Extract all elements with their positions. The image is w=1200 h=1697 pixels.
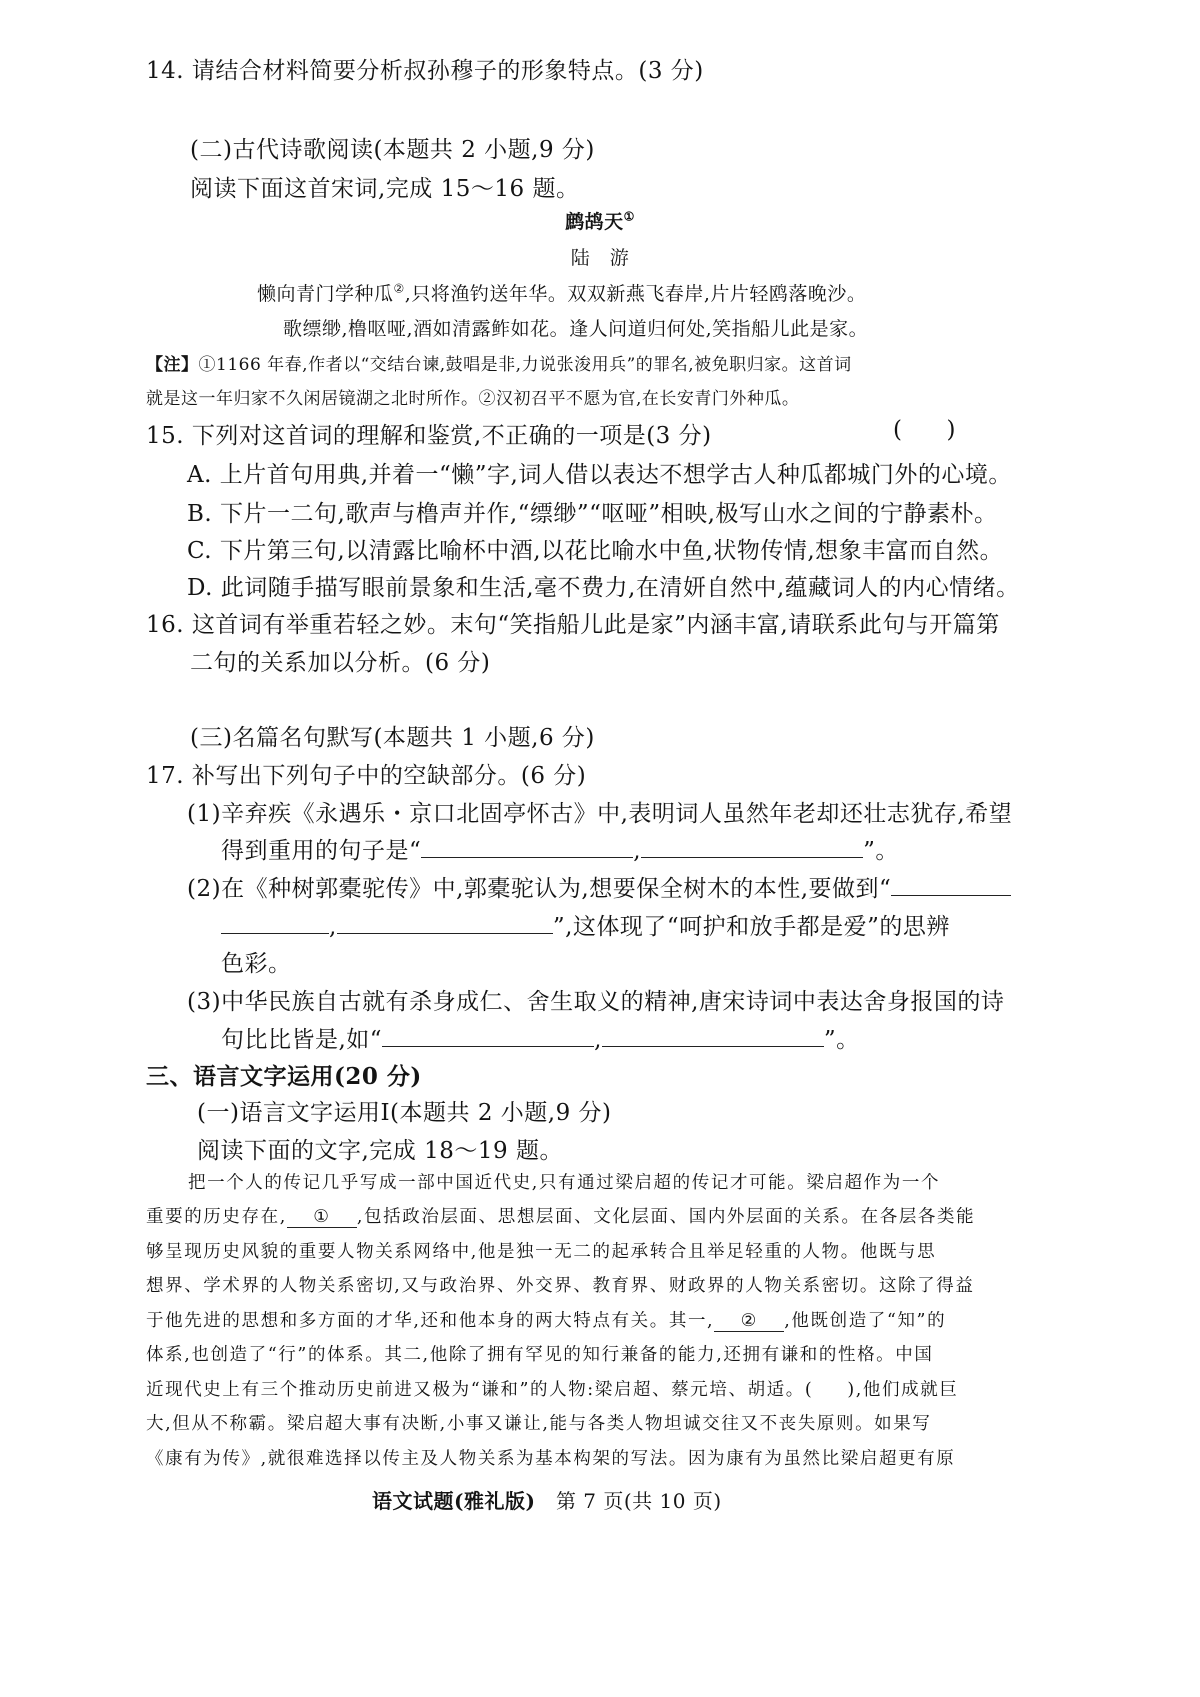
note-label: 【注】 [146, 355, 199, 375]
fill-blank-3b[interactable] [602, 1023, 824, 1047]
comma: , [633, 838, 642, 864]
footer-title: 语文试题(雅礼版) [372, 1489, 536, 1513]
passage-line-3: 够呈现历史风貌的重要人物关系网络中,他是独一无二的起承转合且举足轻重的人物。他既与思 [146, 1242, 937, 1262]
part-3-header: 三、语言文字运用(20 分) [146, 1063, 422, 1090]
question-16-line-2: 二句的关系加以分析。(6 分) [190, 650, 491, 676]
poem-author: 陆 游 [570, 247, 630, 269]
question-17-stem: 17. 补写出下列句子中的空缺部分。(6 分) [146, 763, 587, 789]
passage-line-8: 大,但从不称霸。梁启超大事有决断,小事又谦让,能与各类人物坦诚交往又不丧失原则。如果写 [146, 1414, 932, 1434]
passage-line-1: 把一个人的传记几乎写成一部中国近代史,只有通过梁启超的传记才可能。梁启超作为一个 [188, 1173, 941, 1193]
fill-blank-2a-end[interactable] [221, 910, 329, 934]
note-line-2: 就是这一年归家不久闲居镜湖之北时所作。②汉初召平不愿为官,在长安青门外种瓜。 [146, 389, 800, 409]
poem-line-2: 歌缥缈,橹呕哑,酒如清露鲊如花。逢人问道归何处,笑指船儿此是家。 [283, 318, 869, 340]
poem-title-footnote-mark: ① [623, 209, 635, 224]
q17-part1-prefix: 得到重用的句子是“ [221, 838, 422, 864]
passage-line-4: 想界、学术界的人物关系密切,又与政治界、外交界、教育界、财政界的人物关系密切。这除了得益 [146, 1276, 975, 1296]
option-d: D. 此词随手描写眼前景象和生活,毫不费力,在清妍自然中,蕴藏词人的内心情绪。 [187, 575, 1020, 601]
section-intro-poetry: 阅读下面这首宋词,完成 15～16 题。 [190, 176, 580, 202]
poem-line-1-text: 懒向青门学种瓜 [257, 283, 394, 305]
note-line-1 [146, 350, 852, 375]
passage-line-5-a: 于他先进的思想和多方面的才华,还和他本身的两大特点有关。其一, [146, 1311, 715, 1331]
footer-page-number: 第 7 页(共 10 页) [555, 1489, 722, 1513]
note-line-1-text: ①1166 年春,作者以“交结台谏,鼓唱是非,力说张浚用兵”的罪名,被免职归家。这首词 [198, 355, 852, 375]
question-16-line-1: 16. 这首词有举重若轻之妙。末句“笑指船儿此是家”内涵丰富,请联系此句与开篇第 [146, 612, 1000, 638]
section-header-language-use: (一)语言文字运用Ⅰ(本题共 2 小题,9 分) [197, 1100, 612, 1126]
fill-blank-1b[interactable] [641, 834, 863, 858]
q17-part2-line-2 [221, 908, 950, 941]
question-14: 14. 请结合材料简要分析叔孙穆子的形象特点。(3 分) [146, 58, 704, 84]
fill-blank-1a[interactable] [421, 834, 633, 858]
poem-line-1 [257, 279, 866, 306]
passage-line-2 [146, 1203, 975, 1228]
passage-blank-2[interactable]: ② [714, 1311, 784, 1332]
passage-line-7-a: 近现代史上有三个推动历史前进又极为“谦和”的人物:梁启超、蔡元培、胡适。( [146, 1380, 814, 1400]
answer-bracket-15 [893, 417, 956, 443]
passage-line-2-a: 重要的历史存在, [146, 1207, 287, 1227]
q17-part3-prefix: 句比比皆是,如“ [221, 1027, 383, 1053]
q17-part3-line-2 [221, 1021, 860, 1054]
poem-title-text: 鹧鸪天 [565, 211, 624, 233]
fill-blank-2b[interactable] [337, 910, 553, 934]
q17-part1-line-1: (1)辛弃疾《永遇乐・京口北固亭怀古》中,表明词人虽然年老却还壮志犹存,希望 [187, 801, 1013, 827]
comma: , [329, 914, 337, 940]
passage-line-9: 《康有为传》,就很难选择以传主及人物关系为基本构架的写法。因为康有为虽然比梁启超更有原 [146, 1449, 956, 1469]
passage-line-7 [146, 1376, 958, 1401]
close-quote: ”。 [863, 838, 899, 864]
q17-part2-line-1 [187, 870, 1011, 903]
option-b: B. 下片一二句,歌声与橹声并作,“缥缈”“呕哑”相映,极写山水之间的宁静素朴。 [187, 501, 998, 527]
passage-line-5 [146, 1307, 946, 1332]
section-header-poetry: (二)古代诗歌阅读(本题共 2 小题,9 分) [190, 137, 595, 163]
bracket-close: ) [946, 417, 956, 443]
bracket-open: ( [893, 417, 903, 443]
option-a: A. 上片首句用典,并着一“懒”字,词人借以表达不想学古人种瓜都城门外的心境。 [187, 462, 1012, 488]
passage-line-6: 体系,也创造了“行”的体系。其二,他除了拥有罕见的知行兼备的能力,还拥有谦和的性格。中国 [146, 1345, 934, 1365]
passage-line-7-b: ),他们成就巨 [847, 1380, 959, 1400]
q17-part2-suffix: ”,这体现了“呵护和放手都是爱”的思辨 [552, 914, 950, 940]
option-c: C. 下片第三句,以清露比喻杯中酒,以花比喻水中鱼,状物传情,想象丰富而自然。 [187, 538, 1004, 564]
poem-line-1-footnote-mark: ② [393, 281, 405, 296]
poem-line-1-rest: ,只将渔钓送年华。双双新燕飞春岸,片片轻鸥落晚沙。 [404, 283, 867, 305]
section-header-recitation: (三)名篇名句默写(本题共 1 小题,6 分) [190, 725, 595, 751]
poem-title [0, 207, 1200, 234]
page-footer [372, 1485, 722, 1514]
passage-line-5-b: ,他既创造了“知”的 [784, 1311, 947, 1331]
q17-part2-prefix: (2)在《种树郭橐驼传》中,郭橐驼认为,想要保全树木的本性,要做到“ [187, 876, 892, 902]
close-quote: ”。 [823, 1027, 860, 1053]
question-15-stem: 15. 下列对这首词的理解和鉴赏,不正确的一项是(3 分) [146, 423, 712, 449]
fill-blank-3a[interactable] [382, 1023, 594, 1047]
passage-blank-1[interactable]: ① [287, 1207, 357, 1228]
section-intro-language-use: 阅读下面的文字,完成 18～19 题。 [197, 1138, 563, 1164]
q17-part2-line-3: 色彩。 [221, 951, 292, 977]
fill-blank-2a-start[interactable] [891, 872, 1011, 896]
q17-part1-line-2 [221, 832, 899, 865]
q17-part3-line-1: (3)中华民族自古就有杀身成仁、舍生取义的精神,唐宋诗词中表达舍身报国的诗 [187, 989, 1005, 1015]
passage-line-2-b: ,包括政治层面、思想层面、文化层面、国内外层面的关系。在各层各类能 [356, 1207, 976, 1227]
comma: , [594, 1027, 602, 1053]
